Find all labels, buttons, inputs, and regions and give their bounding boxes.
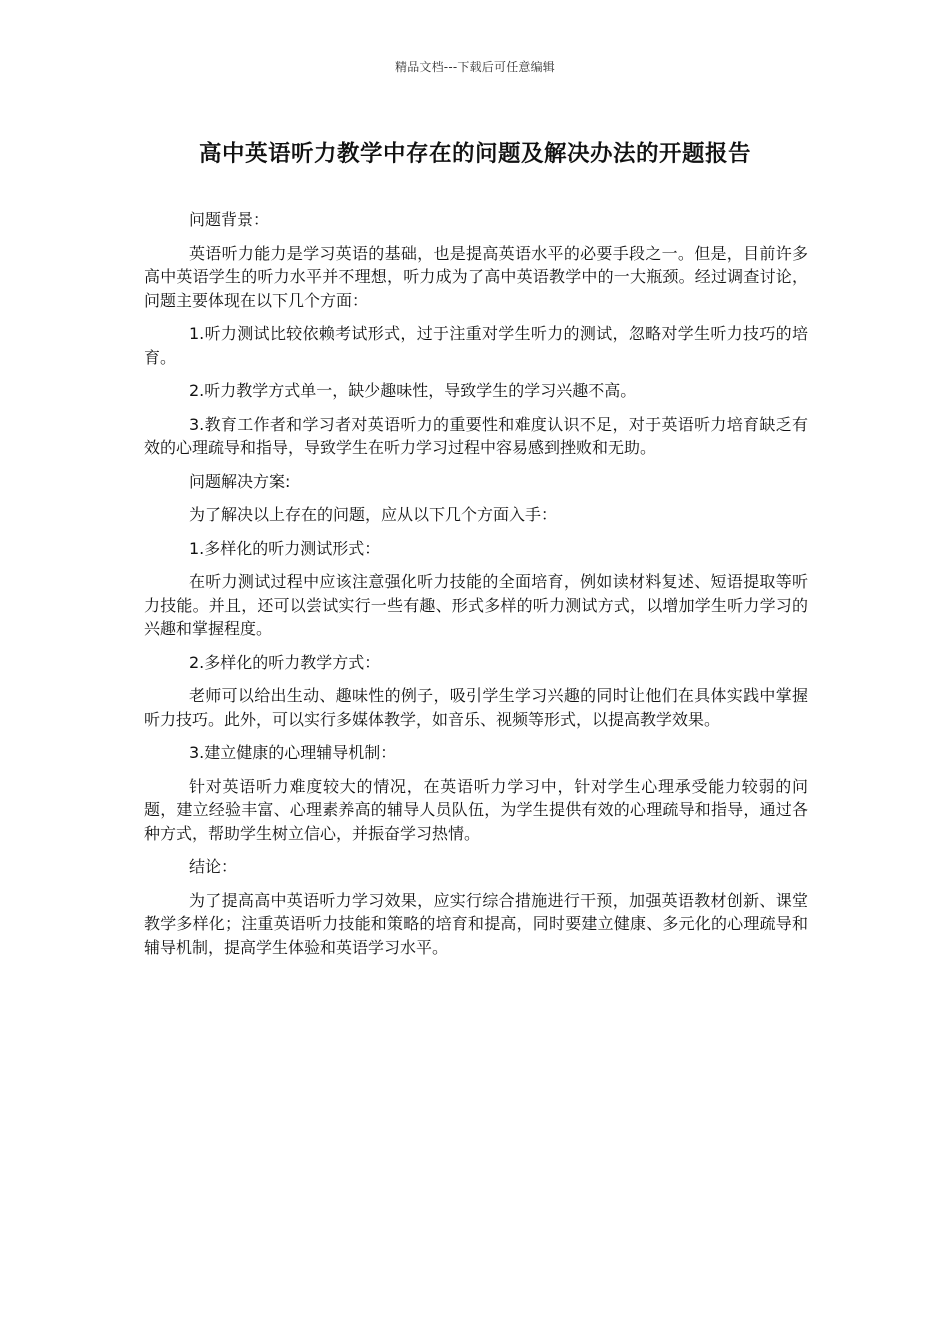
solution-paragraph-2: 老师可以给出生动、趣味性的例子，吸引学生学习兴趣的同时让他们在具体实践中掌握听力技巧。此外，可以实行多媒体教学，如音乐、视频等形式，以提高教学效果。 xyxy=(144,686,808,729)
section-heading-conclusion: 结论： xyxy=(189,857,238,876)
problem-item-2: 2.听力教学方式单一，缺少趣味性，导致学生的学习兴趣不高。 xyxy=(189,381,637,400)
section-heading-background: 问题背景： xyxy=(189,210,270,229)
solution-heading-1: 1.多样化的听力测试形式： xyxy=(189,538,381,558)
problem-item-3: 3.教育工作者和学习者对英语听力的重要性和难度认识不足，对于英语听力培育缺乏有效的心理疏导和指导，导致学生在听力学习过程中容易感到挫败和无助。 xyxy=(144,414,808,457)
solution-heading-2: 2.多样化的听力教学方式： xyxy=(189,652,381,672)
solution-paragraph-1: 在听力测试过程中应该注意强化听力技能的全面培育，例如读材料复述、短语提取等听力技能。并且，还可以尝试实行一些有趣、形式多样的听力测试方式，以增加学生听力学习的兴趣和掌握程度。 xyxy=(144,572,808,638)
solutions-intro: 为了解决以上存在的问题，应从以下几个方面入手： xyxy=(189,505,558,524)
problem-item-1: 1.听力测试比较依赖考试形式，过于注重对学生听力的测试，忽略对学生听力技巧的培育。 xyxy=(144,324,808,367)
document-title: 高中英语听力教学中存在的问题及解决办法的开题报告 xyxy=(198,141,751,167)
header-note: 精品文档---下载后可任意编辑 xyxy=(395,60,555,74)
background-paragraph: 英语听力能力是学习英语的基础，也是提高英语水平的必要手段之一。但是，目前许多高中英语学生的听力水平并不理想，听力成为了高中英语教学中的一大瓶颈。经过调查讨论，问题主要体现在以下几个方面： xyxy=(144,243,808,310)
conclusion-paragraph: 为了提高高中英语听力学习效果，应实行综合措施进行干预，加强英语教材创新、课堂教学多样化；注重英语听力技能和策略的培育和提高，同时要建立健康、多元化的心理疏导和辅导机制，提高学生体验和英语学习水平。 xyxy=(144,890,808,957)
solution-heading-3: 3.建立健康的心理辅导机制： xyxy=(189,743,397,762)
document-body xyxy=(144,208,808,969)
solution-paragraph-3: 针对英语听力难度较大的情况，在英语听力学习中，针对学生心理承受能力较弱的问题，建立经验丰富、心理素养高的辅导人员队伍，为学生提供有效的心理疏导和指导，通过各种方式，帮助学生树立信心，并振奋学习热情。 xyxy=(144,776,808,843)
section-heading-solutions: 问题解决方案: xyxy=(189,471,291,491)
